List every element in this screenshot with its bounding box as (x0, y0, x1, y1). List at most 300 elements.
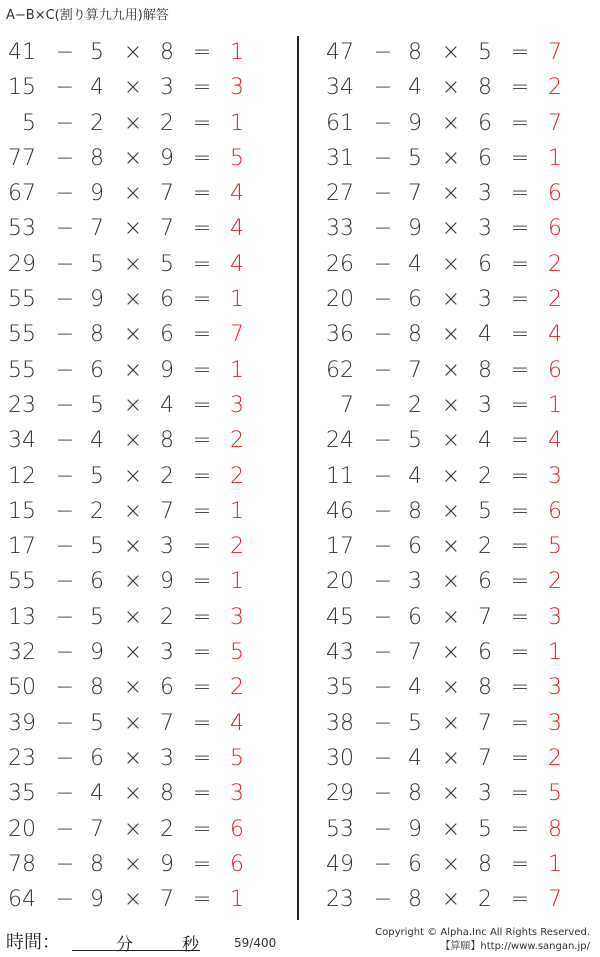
equals-sign: = (510, 569, 530, 595)
operand-b: 4 (408, 463, 422, 489)
operand-b: 9 (90, 287, 104, 313)
operand-c: 4 (160, 392, 174, 418)
answer: 5 (230, 640, 244, 666)
times-sign: × (123, 887, 143, 913)
answer: 1 (230, 357, 244, 383)
operand-b: 8 (408, 498, 422, 524)
times-sign: × (123, 710, 143, 736)
operand-a: 26 (326, 251, 354, 277)
minus-sign: − (55, 110, 75, 136)
answer: 1 (548, 392, 562, 418)
problem-row (0, 36, 280, 71)
equals-sign: = (192, 216, 212, 242)
equals-sign: = (192, 463, 212, 489)
equals-sign: = (192, 569, 212, 595)
times-sign: × (123, 816, 143, 842)
minus-sign: − (373, 181, 393, 207)
answer: 3 (230, 781, 244, 807)
operand-c: 3 (160, 745, 174, 771)
equals-sign: = (192, 745, 212, 771)
times-sign: × (441, 428, 461, 454)
operand-a: 23 (8, 392, 36, 418)
time-label: 時間： (6, 932, 60, 953)
equals-sign: = (510, 322, 530, 348)
answer: 1 (230, 498, 244, 524)
equals-sign: = (510, 640, 530, 666)
operand-a: 20 (326, 569, 354, 595)
operand-c: 2 (160, 463, 174, 489)
answer: 1 (230, 569, 244, 595)
problem-row (0, 707, 280, 742)
operand-a: 15 (8, 498, 36, 524)
equals-sign: = (192, 887, 212, 913)
operand-a: 53 (8, 216, 36, 242)
operand-a: 20 (326, 287, 354, 313)
equals-sign: = (510, 816, 530, 842)
times-sign: × (123, 75, 143, 101)
operand-b: 8 (90, 322, 104, 348)
minus-sign: − (373, 675, 393, 701)
operand-a: 64 (8, 887, 36, 913)
operand-a: 17 (8, 534, 36, 560)
problem-row (318, 707, 598, 742)
times-sign: × (441, 251, 461, 277)
equals-sign: = (510, 710, 530, 736)
problem-row (318, 495, 598, 530)
problem-row (318, 601, 598, 636)
times-sign: × (123, 851, 143, 877)
operand-c: 3 (478, 287, 492, 313)
operand-a: 11 (326, 463, 354, 489)
times-sign: × (441, 287, 461, 313)
equals-sign: = (510, 75, 530, 101)
operand-a: 41 (8, 40, 36, 65)
operand-c: 6 (160, 322, 174, 348)
problem-row (0, 777, 280, 812)
operand-b: 9 (408, 110, 422, 136)
times-sign: × (441, 781, 461, 807)
times-sign: × (441, 710, 461, 736)
minus-sign: − (373, 216, 393, 242)
answer: 1 (230, 40, 244, 65)
operand-c: 7 (160, 887, 174, 913)
seconds-label: 秒 (182, 935, 199, 955)
operand-a: 24 (326, 428, 354, 454)
operand-b: 6 (408, 287, 422, 313)
minus-sign: − (55, 251, 75, 277)
operand-b: 8 (90, 145, 104, 171)
operand-b: 5 (408, 428, 422, 454)
copyright-block (375, 926, 590, 954)
operand-c: 3 (160, 534, 174, 560)
minus-sign: − (373, 392, 393, 418)
times-sign: × (123, 675, 143, 701)
minus-sign: − (55, 675, 75, 701)
operand-a: 35 (326, 675, 354, 701)
operand-c: 3 (160, 640, 174, 666)
operand-c: 6 (478, 569, 492, 595)
operand-a: 62 (326, 357, 354, 383)
equals-sign: = (510, 428, 530, 454)
operand-c: 8 (160, 40, 174, 65)
equals-sign: = (510, 251, 530, 277)
operand-c: 3 (478, 392, 492, 418)
operand-b: 9 (90, 887, 104, 913)
times-sign: × (441, 110, 461, 136)
operand-c: 5 (160, 251, 174, 277)
equals-sign: = (510, 145, 530, 171)
problem-row (318, 460, 598, 495)
operand-c: 9 (160, 569, 174, 595)
answer: 3 (548, 604, 562, 630)
equals-sign: = (510, 287, 530, 313)
answer: 7 (230, 322, 244, 348)
operand-b: 8 (408, 887, 422, 913)
answer: 3 (230, 604, 244, 630)
equals-sign: = (510, 110, 530, 136)
answer: 2 (230, 675, 244, 701)
minus-sign: − (373, 428, 393, 454)
operand-a: 55 (8, 357, 36, 383)
problem-row (318, 248, 598, 283)
operand-a: 53 (326, 816, 354, 842)
equals-sign: = (192, 392, 212, 418)
operand-a: 55 (8, 287, 36, 313)
operand-a: 61 (326, 110, 354, 136)
problem-row (318, 142, 598, 177)
operand-a: 30 (326, 745, 354, 771)
operand-a: 29 (8, 251, 36, 277)
operand-b: 5 (408, 710, 422, 736)
operand-b: 4 (408, 75, 422, 101)
operand-c: 9 (160, 145, 174, 171)
operand-b: 9 (90, 640, 104, 666)
operand-a: 39 (8, 710, 36, 736)
times-sign: × (123, 640, 143, 666)
problem-row (318, 813, 598, 848)
minus-sign: − (55, 322, 75, 348)
operand-a: 29 (326, 781, 354, 807)
equals-sign: = (510, 675, 530, 701)
problem-row (318, 177, 598, 212)
answer: 6 (548, 498, 562, 524)
operand-a: 13 (8, 604, 36, 630)
problem-row (0, 495, 280, 530)
problem-row (318, 71, 598, 106)
answer: 2 (548, 75, 562, 101)
operand-b: 9 (90, 181, 104, 207)
operand-a: 20 (8, 816, 36, 842)
operand-c: 5 (478, 498, 492, 524)
times-sign: × (123, 463, 143, 489)
operand-c: 6 (478, 110, 492, 136)
answer: 4 (548, 322, 562, 348)
problem-row (318, 530, 598, 565)
answer: 4 (230, 181, 244, 207)
operand-a: 50 (8, 675, 36, 701)
times-sign: × (123, 745, 143, 771)
times-sign: × (123, 781, 143, 807)
operand-b: 5 (90, 251, 104, 277)
answer: 2 (230, 534, 244, 560)
equals-sign: = (510, 392, 530, 418)
answer: 1 (230, 887, 244, 913)
operand-c: 8 (478, 675, 492, 701)
operand-b: 6 (408, 604, 422, 630)
times-sign: × (441, 216, 461, 242)
problem-row (0, 107, 280, 142)
operand-c: 7 (160, 216, 174, 242)
minus-sign: − (373, 887, 393, 913)
problem-row (318, 424, 598, 459)
answer: 2 (548, 251, 562, 277)
problem-row (318, 777, 598, 812)
equals-sign: = (192, 181, 212, 207)
answer: 7 (548, 887, 562, 913)
times-sign: × (441, 181, 461, 207)
operand-b: 7 (408, 181, 422, 207)
minus-sign: − (55, 851, 75, 877)
operand-c: 8 (478, 75, 492, 101)
equals-sign: = (510, 181, 530, 207)
problem-row (0, 813, 280, 848)
operand-a: 47 (326, 40, 354, 65)
times-sign: × (441, 851, 461, 877)
operand-c: 7 (160, 710, 174, 736)
problem-row (0, 883, 280, 918)
problem-row (318, 212, 598, 247)
answer: 8 (548, 816, 562, 842)
operand-a: 5 (22, 110, 36, 136)
equals-sign: = (510, 498, 530, 524)
problem-row (0, 248, 280, 283)
answer: 1 (230, 287, 244, 313)
problem-row (318, 671, 598, 706)
problem-row (318, 318, 598, 353)
operand-b: 2 (408, 392, 422, 418)
times-sign: × (441, 40, 461, 65)
operand-c: 2 (478, 887, 492, 913)
operand-a: 7 (340, 392, 354, 418)
operand-a: 27 (326, 181, 354, 207)
answer: 5 (548, 534, 562, 560)
times-sign: × (441, 604, 461, 630)
answer: 2 (230, 463, 244, 489)
minus-sign: − (55, 181, 75, 207)
times-sign: × (441, 816, 461, 842)
times-sign: × (123, 251, 143, 277)
equals-sign: = (192, 534, 212, 560)
equals-sign: = (192, 816, 212, 842)
problem-row (0, 671, 280, 706)
answer: 6 (230, 816, 244, 842)
operand-b: 4 (90, 75, 104, 101)
answer: 3 (548, 710, 562, 736)
operand-c: 8 (160, 781, 174, 807)
operand-c: 3 (478, 181, 492, 207)
problem-row (318, 354, 598, 389)
operand-a: 49 (326, 851, 354, 877)
right-problem-column (318, 36, 598, 918)
operand-c: 8 (478, 851, 492, 877)
column-divider (297, 36, 299, 920)
answer: 7 (548, 40, 562, 65)
answer: 6 (548, 216, 562, 242)
problem-row (0, 636, 280, 671)
times-sign: × (123, 181, 143, 207)
answer: 3 (548, 675, 562, 701)
operand-b: 8 (408, 322, 422, 348)
answer: 4 (230, 216, 244, 242)
problem-row (318, 36, 598, 71)
times-sign: × (123, 428, 143, 454)
operand-c: 6 (478, 251, 492, 277)
minus-sign: − (55, 498, 75, 524)
times-sign: × (123, 216, 143, 242)
operand-a: 31 (326, 145, 354, 171)
minus-sign: − (55, 781, 75, 807)
times-sign: × (123, 145, 143, 171)
minus-sign: − (55, 392, 75, 418)
operand-b: 7 (408, 357, 422, 383)
problem-row (0, 565, 280, 600)
minus-sign: − (373, 251, 393, 277)
times-sign: × (441, 498, 461, 524)
problem-row (0, 424, 280, 459)
operand-b: 4 (90, 781, 104, 807)
operand-a: 35 (8, 781, 36, 807)
operand-b: 4 (408, 251, 422, 277)
operand-b: 6 (90, 357, 104, 383)
answer: 5 (548, 781, 562, 807)
equals-sign: = (510, 745, 530, 771)
operand-b: 7 (90, 816, 104, 842)
answer: 6 (548, 181, 562, 207)
problem-row (0, 354, 280, 389)
minus-sign: − (55, 40, 75, 65)
minus-sign: − (373, 816, 393, 842)
operand-c: 4 (478, 428, 492, 454)
operand-b: 5 (90, 710, 104, 736)
operand-a: 12 (8, 463, 36, 489)
operand-b: 6 (90, 745, 104, 771)
answer: 7 (548, 110, 562, 136)
answer: 2 (548, 287, 562, 313)
minus-sign: − (55, 428, 75, 454)
equals-sign: = (510, 781, 530, 807)
times-sign: × (123, 534, 143, 560)
minus-sign: − (55, 745, 75, 771)
problem-row (0, 142, 280, 177)
minus-sign: − (55, 534, 75, 560)
times-sign: × (123, 604, 143, 630)
minus-sign: − (55, 710, 75, 736)
operand-b: 5 (90, 392, 104, 418)
answer: 1 (548, 145, 562, 171)
operand-c: 8 (478, 357, 492, 383)
minus-sign: − (55, 357, 75, 383)
operand-c: 6 (478, 640, 492, 666)
minus-sign: − (55, 75, 75, 101)
equals-sign: = (510, 40, 530, 65)
answer: 3 (230, 75, 244, 101)
equals-sign: = (192, 145, 212, 171)
site-link[interactable]: 【算願】http://www.sangan.jp/ (440, 941, 590, 952)
minus-sign: − (55, 216, 75, 242)
minutes-label: 分 (116, 935, 133, 955)
times-sign: × (441, 392, 461, 418)
minus-sign: − (55, 640, 75, 666)
operand-c: 2 (160, 604, 174, 630)
minus-sign: − (373, 851, 393, 877)
operand-c: 7 (478, 710, 492, 736)
times-sign: × (441, 357, 461, 383)
equals-sign: = (192, 40, 212, 65)
minus-sign: − (373, 463, 393, 489)
equals-sign: = (510, 534, 530, 560)
operand-b: 5 (90, 40, 104, 65)
problem-row (0, 742, 280, 777)
operand-b: 4 (90, 428, 104, 454)
operand-c: 9 (160, 357, 174, 383)
problem-row (0, 460, 280, 495)
minus-sign: − (373, 498, 393, 524)
operand-c: 6 (160, 675, 174, 701)
operand-b: 6 (90, 569, 104, 595)
problem-row (0, 848, 280, 883)
equals-sign: = (192, 851, 212, 877)
operand-c: 3 (160, 75, 174, 101)
operand-b: 8 (408, 781, 422, 807)
minus-sign: − (373, 640, 393, 666)
equals-sign: = (192, 428, 212, 454)
times-sign: × (441, 745, 461, 771)
answer: 5 (230, 745, 244, 771)
operand-b: 6 (408, 534, 422, 560)
operand-b: 9 (408, 816, 422, 842)
answer: 3 (230, 392, 244, 418)
operand-b: 9 (408, 216, 422, 242)
times-sign: × (441, 675, 461, 701)
operand-b: 8 (90, 851, 104, 877)
equals-sign: = (192, 710, 212, 736)
operand-b: 4 (408, 745, 422, 771)
problem-row (0, 318, 280, 353)
answer: 2 (230, 428, 244, 454)
answer: 1 (548, 640, 562, 666)
problem-row (318, 636, 598, 671)
operand-a: 34 (8, 428, 36, 454)
problem-row (318, 107, 598, 142)
operand-a: 33 (326, 216, 354, 242)
problem-row (0, 530, 280, 565)
operand-c: 9 (160, 851, 174, 877)
minus-sign: − (373, 569, 393, 595)
page-title: A−B×C(割り算九九用)解答 (6, 8, 169, 23)
minus-sign: − (55, 287, 75, 313)
equals-sign: = (510, 357, 530, 383)
answer: 4 (230, 710, 244, 736)
operand-c: 6 (478, 145, 492, 171)
operand-b: 2 (90, 498, 104, 524)
minus-sign: − (55, 145, 75, 171)
times-sign: × (441, 569, 461, 595)
equals-sign: = (510, 463, 530, 489)
times-sign: × (123, 569, 143, 595)
answer: 5 (230, 145, 244, 171)
times-sign: × (441, 75, 461, 101)
minus-sign: − (55, 463, 75, 489)
